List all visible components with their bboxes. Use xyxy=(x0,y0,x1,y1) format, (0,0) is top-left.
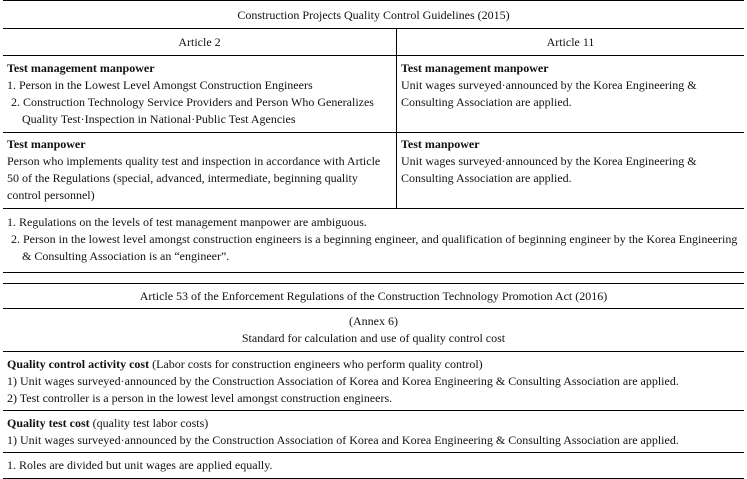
table2-annex-block xyxy=(3,309,744,352)
row1-left-item-1: 1. Person in the Lowest Level Amongst Construction Engineers xyxy=(7,78,313,92)
table1-notes xyxy=(3,209,744,273)
section2-heading-rest: (quality test labor costs) xyxy=(89,416,209,430)
table2-subtitle: Standard for calculation and use of quality control cost xyxy=(241,331,506,345)
section1-cell xyxy=(3,352,744,411)
section1-heading: Quality control activity cost xyxy=(7,357,150,371)
table1-note-1: 1. Regulations on the levels of test management manpower are ambiguous. xyxy=(7,215,367,229)
row1-right-text: Unit wages surveyed·announced by the Korea Engineering & Consulting Association are applied. xyxy=(401,78,697,109)
enforcement-table xyxy=(3,283,744,479)
row1-right-heading: Test management manpower xyxy=(401,61,549,75)
table1-col-article-2: Article 2 xyxy=(3,29,397,56)
row2-right-cell xyxy=(397,133,745,209)
section1-heading-rest: (Labor costs for construction engineers who perform quality control) xyxy=(149,357,483,371)
row2-left-cell xyxy=(3,133,397,209)
guidelines-table xyxy=(3,0,744,273)
section2-heading: Quality test cost xyxy=(7,416,90,430)
row2-left-heading: Test manpower xyxy=(7,137,86,151)
section1-heading-line xyxy=(7,356,740,373)
table1-title: Construction Projects Quality Control Guidelines (2015) xyxy=(3,1,744,29)
table2-annex: (Annex 6) xyxy=(349,314,398,328)
table2-note: 1. Roles are divided but unit wages are applied equally. xyxy=(3,453,744,479)
table2-title: Article 53 of the Enforcement Regulations of the Construction Technology Promotion Act (2016) xyxy=(3,284,744,309)
row2-right-heading: Test manpower xyxy=(401,137,480,151)
table1-col-article-11: Article 11 xyxy=(397,29,745,56)
row2-right-text: Unit wages surveyed·announced by the Korea Engineering & Consulting Association are applied. xyxy=(401,154,697,185)
section1-item-1: 1) Unit wages surveyed·announced by the Construction Association of Korea and Korea Engineering & Consulting Association are applied. xyxy=(7,374,679,388)
document xyxy=(3,0,744,479)
row2-left-text: Person who implements quality test and inspection in accordance with Article 50 of the Regulations (special, advanced, intermediate, beginning quality control personnel) xyxy=(7,154,381,202)
section1-item-2: 2) Test controller is a person in the lowest level amongst construction engineers. xyxy=(7,391,393,405)
table1-note-2: 2. Person in the lowest level amongst construction engineers is a beginning engineer, and qualification of beginning engineer by the Korea Engineering & Consulting Association is an “engineer”. xyxy=(11,232,738,263)
row1-left-item-2: 2. Construction Technology Service Providers and Person Who Generalizes Quality Test·Inspection in National·Public Test Agencies xyxy=(11,95,374,126)
row1-right-cell xyxy=(397,56,745,133)
row1-left-heading: Test management manpower xyxy=(7,61,155,75)
row1-left-cell xyxy=(3,56,397,133)
section2-heading-line xyxy=(7,415,740,432)
section2-item-1: 1) Unit wages surveyed·announced by the Construction Association of Korea and Korea Engineering & Consulting Association are applied. xyxy=(7,433,679,447)
section2-cell xyxy=(3,411,744,453)
